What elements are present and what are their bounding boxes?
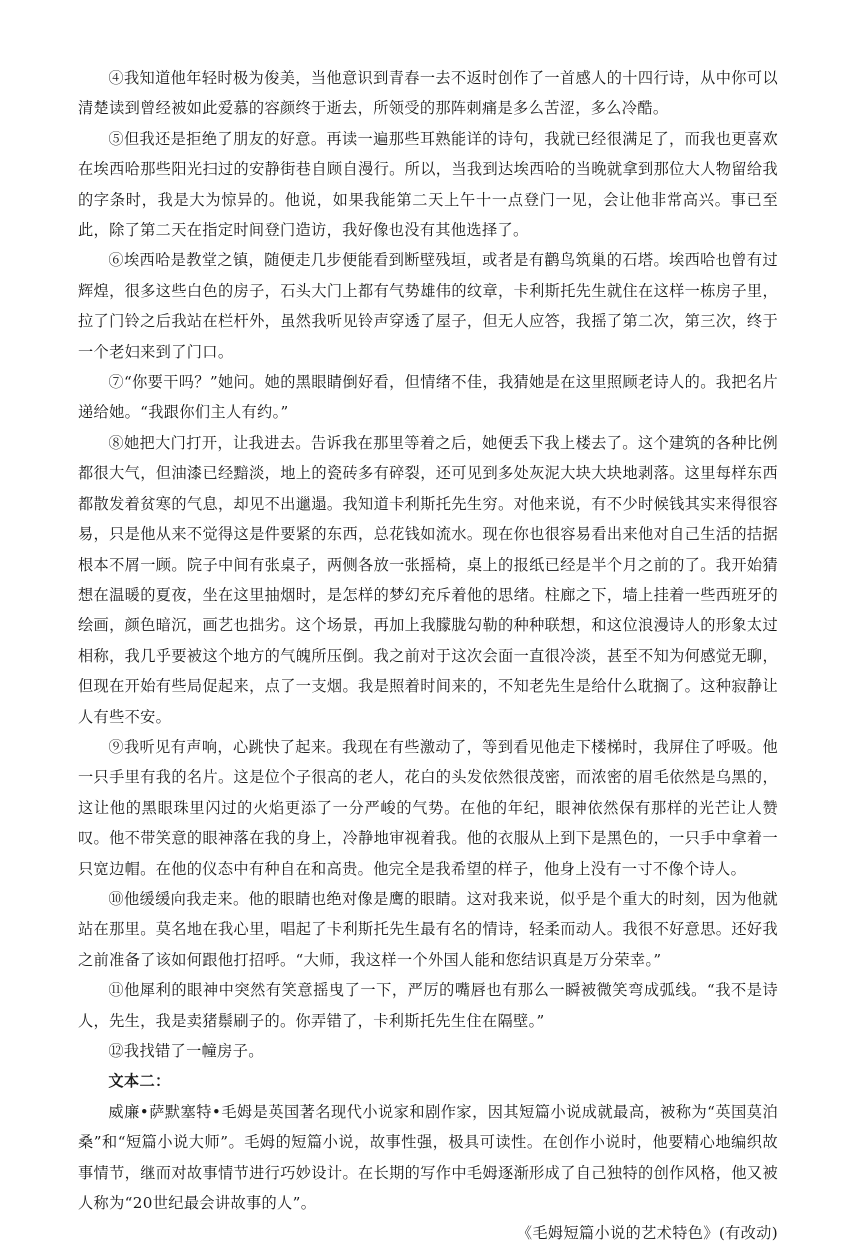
paragraph-4: ④我知道他年轻时极为俊美，当他意识到青春一去不返时创作了一首感人的十四行诗，从中你可以清楚读到曾经被如此爱慕的容颜终于逝去，所领受的那阵刺痛是多么苦涩，多么冷酷。 [78, 69, 778, 118]
paragraph-text2-intro: 威廉•萨默塞特•毛姆是英国著名现代小说家和剧作家，因其短篇小说成就最高，被称为“英国莫泊桑”和“短篇小说大师”。毛姆的短篇小说，故事性强，极具可读性。在创作小说时，他要精心地编织故事情节，继而对故事情节进行巧妙设计。在长期的写作中毛姆逐渐形成了自己独特的创作风格，他又被人称为“20世纪最会讲故事的人”。 [78, 1102, 778, 1213]
paragraph-11: ⑪他犀利的眼神中突然有笑意摇曳了一下，严厉的嘴唇也有那么一瞬被微笑弯成弧线。“我不是诗人，先生，我是卖猪鬃刷子的。你弄错了，卡利斯托先生住在隔壁。” [78, 981, 778, 1030]
source-citation: 《毛姆短篇小说的艺术特色》(有改动) [516, 1224, 778, 1243]
paragraph-10: ⑩他缓缓向我走来。他的眼睛也绝对像是鹰的眼睛。这对我来说，似乎是个重大的时刻，因为他就站在那里。莫名地在我心里，唱起了卡利斯托先生最有名的情诗，轻柔而动人。我很不好意思。还好我之前准备了该如何跟他打招呼。“大师，我这样一个外国人能和您结识真是万分荣幸。” [78, 889, 778, 969]
paragraph-12: ⑫我找错了一幢房子。 [108, 1042, 264, 1060]
paragraph-9: ⑨我听见有声响，心跳快了起来。我现在有些激动了，等到看见他走下楼梯时，我屏住了呼吸。他一只手里有我的名片。这是位个子很高的老人，花白的头发依然很茂密，而浓密的眉毛依然是乌黑的，这让他的黑眼珠里闪过的火焰更添了一分严峻的气势。在他的年纪，眼神依然保有那样的光芒让人赞叹。他不带笑意的眼神落在我的身上，冷静地审视着我。他的衣服从上到下是黑色的，一只手中拿着一只宽边帽。在他的仪态中有种自在和高贵。他完全是我希望的样子，他身上没有一寸不像个诗人。 [78, 737, 778, 878]
document-page [78, 63, 778, 1249]
paragraph-8: ⑧她把大门打开，让我进去。告诉我在那里等着之后，她便丢下我上楼去了。这个建筑的各种比例都很大气，但油漆已经黯淡，地上的瓷砖多有碎裂，还可见到多处灰泥大块大块地剥落。这里每样东西都散发着贫寒的气息，却见不出邋遢。我知道卡利斯托先生穷。对他来说，有不少时候钱其实来得很容易，只是他从来不觉得这是件要紧的东西，总花钱如流水。现在你也很容易看出来他对自己生活的拮据根本不屑一顾。院子中间有张桌子，两侧各放一张摇椅，桌上的报纸已经是半个月之前的了。我开始猜想在温暖的夏夜，坐在这里抽烟时，是怎样的梦幻充斥着他的思绪。柱廊之下，墙上挂着一些西班牙的绘画，颜色暗沉，画艺也拙劣。这个场景，再加上我朦胧勾勒的种种联想，和这位浪漫诗人的形象太过相称，我几乎要被这个地方的气魄所压倒。我之前对于这次会面一直很冷淡，甚至不知为何感觉无聊，但现在开始有些局促起来，点了一支烟。我是照着时间来的，不知老先生是给什么耽搁了。这种寂静让人有些不安。 [78, 433, 778, 726]
paragraph-5: ⑤但我还是拒绝了朋友的好意。再读一遍那些耳熟能详的诗句，我就已经很满足了，而我也更喜欢在埃西哈那些阳光扫过的安静街巷自顾自漫行。所以，当我到达埃西哈的当晚就拿到那位大人物留给我的字条时，我是大为惊异的。他说，如果我能第二天上午十一点登门一见，会让他非常高兴。事已至此，除了第二天在指定时间登门造访，我好像也没有其他选择了。 [78, 129, 778, 240]
paragraph-6: ⑥埃西哈是教堂之镇，随便走几步便能看到断壁残垣，或者是有鹳鸟筑巢的石塔。埃西哈也曾有过辉煌，很多这些白色的房子，石头大门上都有气势雄伟的纹章，卡利斯托先生就住在这样一栋房子里，拉了门铃之后我站在栏杆外，虽然我听见铃声穿透了屋子，但无人应答，我摇了第二次，第三次，终于一个老妇来到了门口。 [78, 251, 778, 361]
paragraph-7: ⑦“你要干吗？”她问。她的黑眼睛倒好看，但情绪不佳，我猜她是在这里照顾老诗人的。我把名片递给她。“我跟你们主人有约。” [78, 373, 778, 422]
section-heading-text2: 文本二： [108, 1072, 171, 1091]
